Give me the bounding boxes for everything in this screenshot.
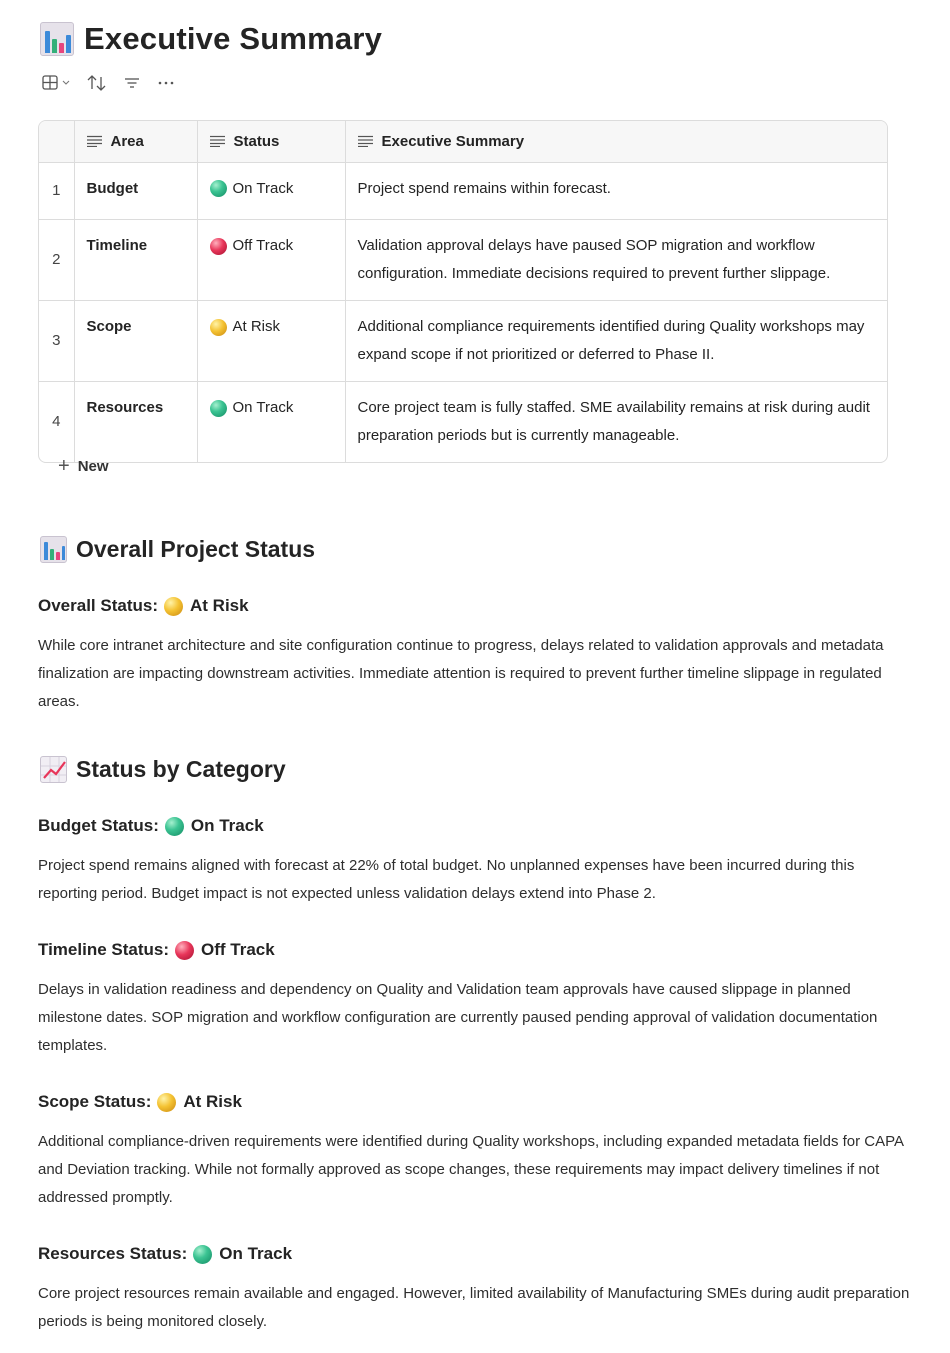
yellow-status-dot-icon <box>164 597 183 616</box>
column-header-label: Status <box>233 132 280 150</box>
row-number: 3 <box>39 301 74 382</box>
overall-status-heading <box>40 532 315 566</box>
row-number: 2 <box>39 220 74 301</box>
status-text: On Track <box>232 399 294 416</box>
timeline-status-line <box>38 938 275 962</box>
table-row[interactable] <box>39 382 887 463</box>
section-title: Status by Category <box>76 755 286 782</box>
status-value: At Risk <box>190 596 249 615</box>
green-status-dot-icon <box>210 400 227 417</box>
budget-status-text: Project spend remains aligned with forecast at 22% of total budget. No unplanned expenses have been incurred during this reporting period. Budget impact is not expected unless validation delays extend into Phase 2. <box>38 857 855 902</box>
yellow-status-dot-icon <box>157 1093 176 1112</box>
summary-cell[interactable]: Project spend remains within forecast. <box>345 162 887 220</box>
status-value: On Track <box>219 1244 293 1263</box>
status-cell[interactable] <box>197 382 345 463</box>
status-value: At Risk <box>183 1092 242 1111</box>
text-column-icon <box>87 135 103 147</box>
status-label: Overall Status: <box>38 596 158 615</box>
table-view-button[interactable] <box>42 70 72 96</box>
status-text: Off Track <box>232 237 294 254</box>
view-toolbar <box>42 70 190 96</box>
column-header-area[interactable] <box>74 121 197 162</box>
row-number: 4 <box>39 382 74 463</box>
more-icon <box>156 74 176 92</box>
area-cell[interactable]: Scope <box>74 301 197 382</box>
summary-table <box>38 120 888 463</box>
status-label: Timeline Status: <box>38 940 169 959</box>
table-row[interactable] <box>39 162 887 220</box>
section-title: Overall Project Status <box>76 535 316 562</box>
bar-chart-icon <box>40 22 74 56</box>
status-cell[interactable] <box>197 162 345 220</box>
filter-icon <box>122 74 142 92</box>
status-label: Budget Status: <box>38 816 159 835</box>
table-view-icon <box>42 74 72 92</box>
timeline-status-text: Delays in validation readiness and dependency on Quality and Validation team approvals have caused slippage in planned milestone dates. SOP migration and workflow configuration are currently paused pending approval of validation documentation templates. <box>38 981 878 1054</box>
status-label: Resources Status: <box>38 1244 188 1263</box>
overall-status-text: While core intranet architecture and site configuration continue to progress, delays related to validation approvals and metadata finalization are impacting downstream activities. Immediate attention is required to prevent further timeline slippage in regulated areas. <box>38 637 884 710</box>
status-by-category-heading <box>40 752 286 786</box>
red-status-dot-icon <box>210 238 227 255</box>
text-column-icon <box>358 135 374 147</box>
status-text: At Risk <box>232 318 281 335</box>
budget-status-line <box>38 814 264 838</box>
filter-button[interactable] <box>122 70 142 96</box>
row-number: 1 <box>39 162 74 220</box>
column-header-label: Executive Summary <box>381 132 525 150</box>
green-status-dot-icon <box>165 817 184 836</box>
new-row-label: New <box>77 457 109 475</box>
sort-icon <box>86 74 108 92</box>
summary-cell[interactable]: Validation approval delays have paused SOP migration and workflow configuration. Immediate decisions required to prevent further slippage. <box>345 220 887 301</box>
red-status-dot-icon <box>175 941 194 960</box>
green-status-dot-icon <box>210 180 227 197</box>
scope-status-line <box>38 1090 242 1114</box>
area-cell[interactable]: Budget <box>74 162 197 220</box>
bar-chart-icon <box>40 536 67 563</box>
column-header-executive-summary[interactable] <box>345 121 887 162</box>
status-value: Off Track <box>201 940 275 959</box>
plus-icon: + <box>58 455 70 477</box>
table-row[interactable] <box>39 220 887 301</box>
area-cell[interactable]: Resources <box>74 382 197 463</box>
row-number-header <box>39 121 74 162</box>
area-cell[interactable]: Timeline <box>74 220 197 301</box>
new-row-button[interactable] <box>58 452 109 480</box>
status-label: Scope Status: <box>38 1092 152 1111</box>
page-title[interactable]: Executive Summary <box>84 21 383 56</box>
more-options-button[interactable] <box>156 70 176 96</box>
overall-status-line <box>38 594 249 618</box>
status-cell[interactable] <box>197 220 345 301</box>
status-text: On Track <box>232 179 294 197</box>
status-value: On Track <box>190 816 264 835</box>
trending-chart-icon <box>40 756 67 783</box>
scope-status-text: Additional compliance-driven requirements were identified during Quality workshops, including expanded metadata fields for CAPA and Deviation tracking. While not formally approved as scope changes, these requirements may impact delivery timelines if not addressed promptly. <box>38 1133 904 1206</box>
column-header-status[interactable] <box>197 121 345 162</box>
resources-status-line <box>38 1242 292 1266</box>
status-cell[interactable] <box>197 301 345 382</box>
text-column-icon <box>210 135 226 147</box>
table-row[interactable] <box>39 301 887 382</box>
green-status-dot-icon <box>193 1245 212 1264</box>
column-header-label: Area <box>110 132 144 150</box>
sort-button[interactable] <box>86 70 108 96</box>
yellow-status-dot-icon <box>210 319 227 336</box>
summary-cell[interactable]: Core project team is fully staffed. SME availability remains at risk during audit preparation periods but is currently manageable. <box>357 399 870 444</box>
summary-cell[interactable]: Additional compliance requirements identified during Quality workshops may expand scope if not prioritized or deferred to Phase II. <box>345 301 887 382</box>
table-header-row <box>39 121 887 162</box>
page-header <box>40 18 382 60</box>
resources-status-text: Core project resources remain available and engaged. However, limited availability of Manufacturing SMEs during audit preparation periods is being monitored closely. <box>38 1285 910 1330</box>
